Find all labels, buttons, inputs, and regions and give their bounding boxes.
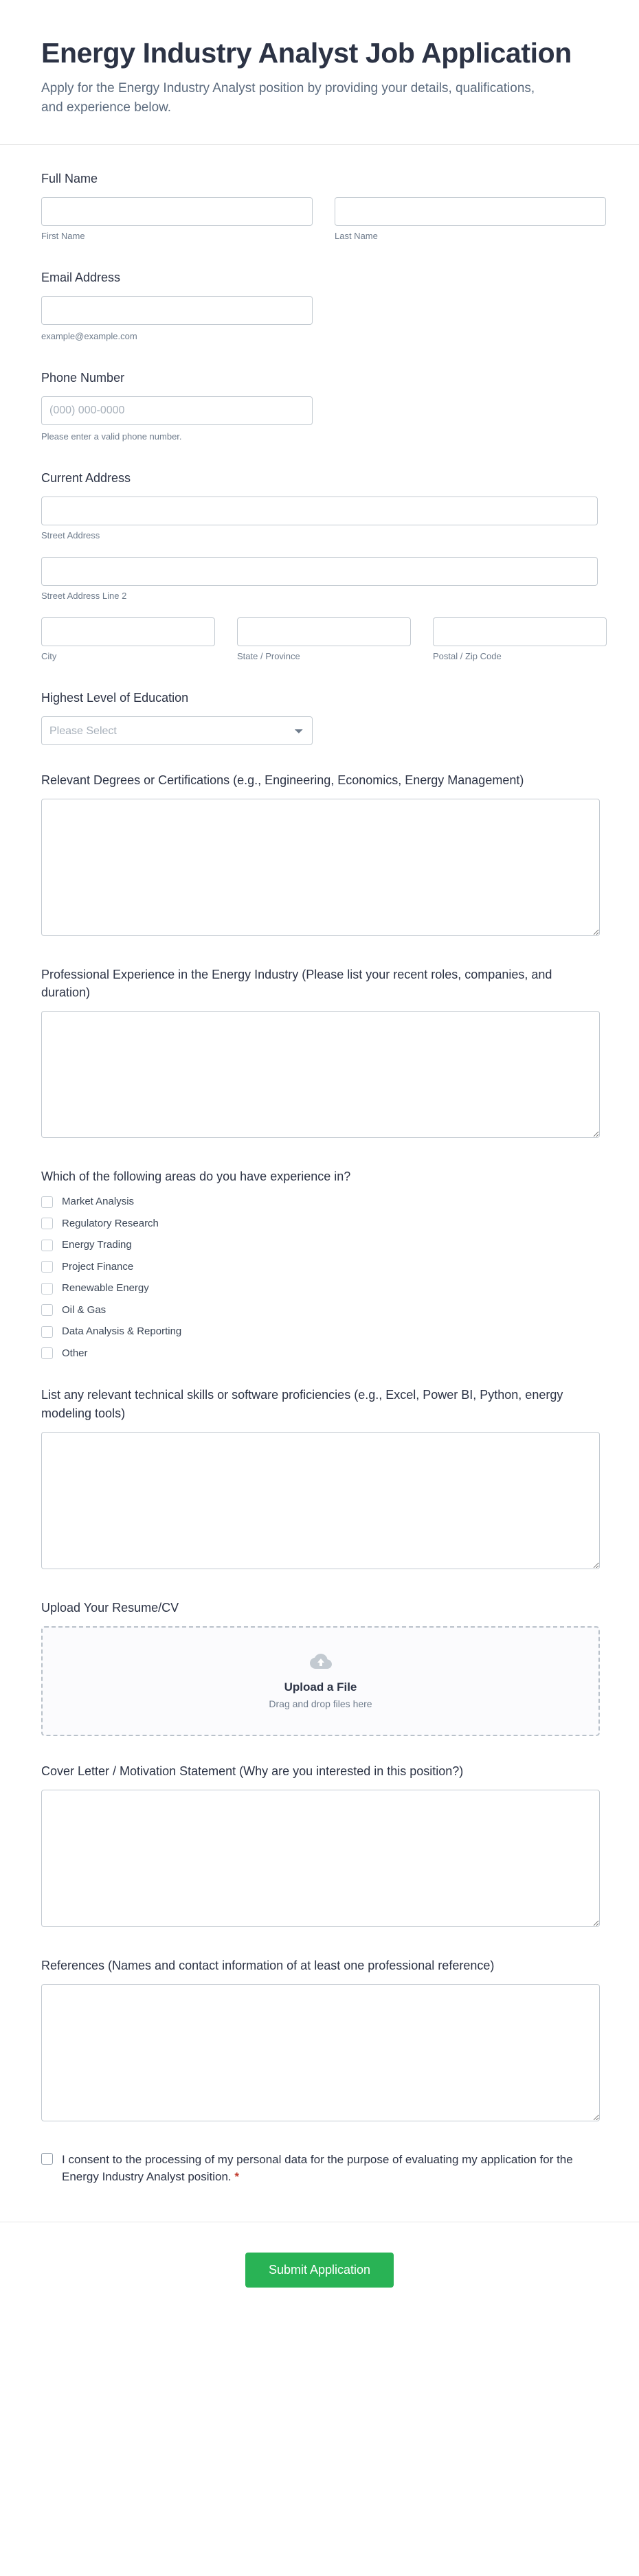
checkbox-label: Data Analysis & Reporting — [62, 1325, 182, 1338]
checkbox-row[interactable] — [41, 1217, 598, 1231]
state-province-input[interactable] — [237, 617, 411, 646]
street-address-2-sublabel: Street Address Line 2 — [41, 591, 127, 602]
field-references — [41, 1957, 598, 2125]
cover-letter-textarea[interactable] — [41, 1790, 600, 1927]
consent-text: I consent to the processing of my personal data for the purpose of evaluating my application for the Energy Industry Analyst position. — [62, 2152, 573, 2184]
references-textarea[interactable] — [41, 1984, 600, 2121]
first-name-input[interactable] — [41, 197, 313, 226]
form-body — [0, 145, 639, 2222]
city-group — [41, 617, 215, 663]
postal-code-input[interactable] — [433, 617, 607, 646]
field-full-name — [41, 170, 598, 242]
upload-title: Upload a File — [284, 1680, 357, 1694]
consent-label — [62, 2151, 598, 2186]
first-name-sublabel: First Name — [41, 231, 85, 242]
form-header — [0, 0, 639, 145]
checkbox-label: Oil & Gas — [62, 1303, 106, 1316]
checkbox-label: Project Finance — [62, 1260, 134, 1273]
checkbox-icon[interactable] — [41, 1304, 53, 1316]
city-state-zip-row — [41, 617, 598, 663]
upload-subtitle: Drag and drop files here — [269, 1698, 372, 1710]
field-phone — [41, 369, 598, 443]
postal-group — [433, 617, 607, 663]
email-group — [41, 296, 313, 343]
field-education — [41, 689, 598, 745]
cover-letter-label: Cover Letter / Motivation Statement (Why are you interested in this position?) — [41, 1764, 464, 1778]
full-name-label: Full Name — [41, 172, 98, 186]
checkbox-row[interactable] — [41, 1195, 598, 1209]
required-marker: * — [234, 2170, 239, 2184]
field-skills — [41, 1386, 598, 1572]
consent-row[interactable] — [41, 2151, 598, 2186]
experience-textarea[interactable] — [41, 1011, 600, 1138]
checkbox-label: Renewable Energy — [62, 1282, 149, 1295]
education-label: Highest Level of Education — [41, 690, 189, 705]
state-group — [237, 617, 411, 663]
submit-button[interactable]: Submit Application — [245, 2253, 394, 2288]
file-upload-dropzone[interactable] — [41, 1626, 600, 1736]
checkbox-icon[interactable] — [41, 1347, 53, 1359]
field-cover-letter — [41, 1762, 598, 1930]
references-label: References (Names and contact information of at least one professional reference) — [41, 1958, 495, 1972]
checkbox-row[interactable] — [41, 1347, 598, 1360]
email-label: Email Address — [41, 271, 121, 285]
email-field[interactable] — [41, 296, 313, 325]
address-label: Current Address — [41, 471, 131, 486]
cloud-upload-icon — [309, 1652, 333, 1674]
checkbox-label: Other — [62, 1347, 88, 1359]
checkbox-row[interactable] — [41, 1303, 598, 1317]
last-name-input[interactable] — [335, 197, 606, 226]
checkbox-row[interactable] — [41, 1238, 598, 1252]
consent-checkbox-icon[interactable] — [41, 2153, 53, 2165]
street-address-2-input[interactable] — [41, 557, 598, 586]
checkbox-label: Market Analysis — [62, 1196, 135, 1208]
checkbox-label: Energy Trading — [62, 1239, 132, 1251]
street2-group — [41, 557, 598, 602]
field-areas — [41, 1167, 598, 1360]
field-email — [41, 269, 598, 343]
phone-label: Phone Number — [41, 371, 125, 385]
field-degrees — [41, 771, 598, 939]
resume-label: Upload Your Resume/CV — [41, 1600, 179, 1615]
phone-hint: Please enter a valid phone number. — [41, 431, 182, 442]
degrees-textarea[interactable] — [41, 799, 600, 936]
form-footer — [0, 2222, 639, 2329]
checkbox-row[interactable] — [41, 1325, 598, 1338]
checkbox-icon[interactable] — [41, 1283, 53, 1295]
checkbox-label: Regulatory Research — [62, 1217, 159, 1229]
skills-label: List any relevant technical skills or software proficiencies (e.g., Excel, Power BI, Python, energy modeling tools) — [41, 1388, 563, 1420]
city-sublabel: City — [41, 651, 57, 662]
postal-code-sublabel: Postal / Zip Code — [433, 651, 502, 662]
checkbox-icon[interactable] — [41, 1196, 53, 1208]
phone-input[interactable] — [41, 396, 313, 425]
checkbox-icon[interactable] — [41, 1240, 53, 1251]
last-name-group — [335, 197, 606, 242]
experience-label: Professional Experience in the Energy Industry (Please list your recent roles, companies, and duration) — [41, 968, 552, 1000]
page-title: Energy Industry Analyst Job Application — [41, 37, 572, 69]
education-select[interactable] — [41, 716, 313, 745]
areas-checkbox-group — [41, 1195, 598, 1360]
checkbox-row[interactable] — [41, 1281, 598, 1295]
degrees-label: Relevant Degrees or Certifications (e.g., Engineering, Economics, Energy Management) — [41, 773, 524, 788]
page-subtitle: Apply for the Energy Industry Analyst position by providing your details, qualifications, and experience below. — [41, 81, 535, 115]
field-address — [41, 469, 598, 663]
state-province-sublabel: State / Province — [237, 651, 300, 662]
email-hint: example@example.com — [41, 331, 137, 342]
checkbox-icon[interactable] — [41, 1326, 53, 1338]
skills-textarea[interactable] — [41, 1432, 600, 1569]
checkbox-row[interactable] — [41, 1260, 598, 1274]
field-experience — [41, 966, 598, 1141]
areas-label: Which of the following areas do you have experience in? — [41, 1170, 351, 1184]
street-group — [41, 497, 598, 542]
phone-group — [41, 396, 313, 443]
first-name-group — [41, 197, 313, 242]
checkbox-icon[interactable] — [41, 1261, 53, 1273]
field-resume-upload — [41, 1599, 598, 1736]
full-name-row — [41, 197, 598, 242]
street-address-sublabel: Street Address — [41, 530, 100, 541]
city-input[interactable] — [41, 617, 215, 646]
last-name-sublabel: Last Name — [335, 231, 378, 242]
checkbox-icon[interactable] — [41, 1218, 53, 1229]
street-address-input[interactable] — [41, 497, 598, 525]
